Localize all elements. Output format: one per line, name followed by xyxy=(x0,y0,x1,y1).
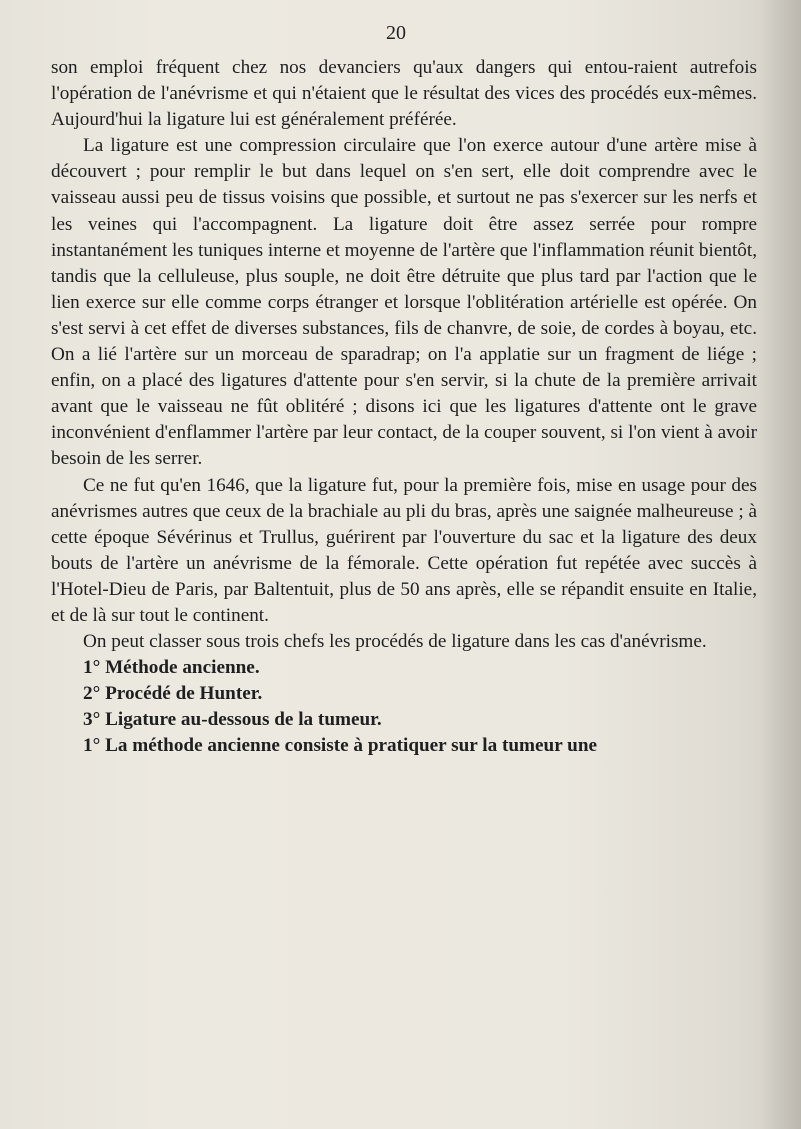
list-item: 2° Procédé de Hunter. xyxy=(83,683,263,705)
list-item: 1° Méthode ancienne. xyxy=(83,657,260,679)
page-text xyxy=(51,55,757,760)
paragraph-final-line: 1° La méthode ancienne consiste à pratiquer sur la tumeur une xyxy=(83,735,598,757)
list-item: 3° Ligature au-dessous de la tumeur. xyxy=(83,709,382,731)
paragraph-continuation: son emploi fréquent chez nos devanciers qu'aux dangers qui entou-raient autrefois l'opération de l'anévrisme et qui n'étaient que le résultat des vices des procédés eux-mêmes. Aujourd'hui la ligature lui est généralement préférée. xyxy=(51,57,757,131)
page-number: 20 xyxy=(386,22,406,44)
paragraph-history: Ce ne fut qu'en 1646, que la ligature fut, pour la première fois, mise en usage pour des anévrismes autres que ceux de la brachiale au pli du bras, après une saignée malheureuse ; à cette époque Sévérinus et Trullus, guérirent par l'ouverture du sac et la ligature des deux bouts de l'artère un anévrisme de la fémorale. Cette opération fut repétée avec succès à l'Hotel-Dieu de Paris, par Baltentuit, plus de 50 ans après, elle se répandit ensuite en Italie, et de là sur tout le continent. xyxy=(51,474,757,626)
page-edge-shadow xyxy=(761,0,801,1129)
paragraph-classification: On peut classer sous trois chefs les procédés de ligature dans les cas d'anévrisme. xyxy=(83,631,707,653)
procedure-list xyxy=(51,655,757,733)
paragraph-ligature-definition: La ligature est une compression circulaire que l'on exerce autour d'une artère mise à découvert ; pour remplir le but dans lequel on s'en sert, elle doit comprendre avec le vaisseau aussi peu de tissus voisins que possible, et surtout ne pas s'exercer sur les nerfs et les veines qui l'accompagnent. La ligature doit être assez serrée pour rompre instantanément les tuniques interne et moyenne de l'artère que l'inflammation réunit bientôt, tandis que la celluleuse, plus souple, ne doit être détruite que plus tard par l'action que le lien exerce sur elle comme corps étranger et lorsque l'oblitération artérielle est opérée. On s'est servi à cet effet de diverses substances, fils de chanvre, de soie, de cordes à boyau, etc. On a lié l'artère sur un morceau de sparadrap; on l'a applatie sur un fragment de liége ; enfin, on a placé des ligatures d'attente pour s'en servir, si la chute de la première arrivait avant que le vaisseau ne fût oblitéré ; disons ici que les ligatures d'attente ont le grave inconvénient d'enflammer l'artère par leur contact, de la couper souvent, si l'on vient à avoir besoin de les serrer. xyxy=(51,135,757,470)
